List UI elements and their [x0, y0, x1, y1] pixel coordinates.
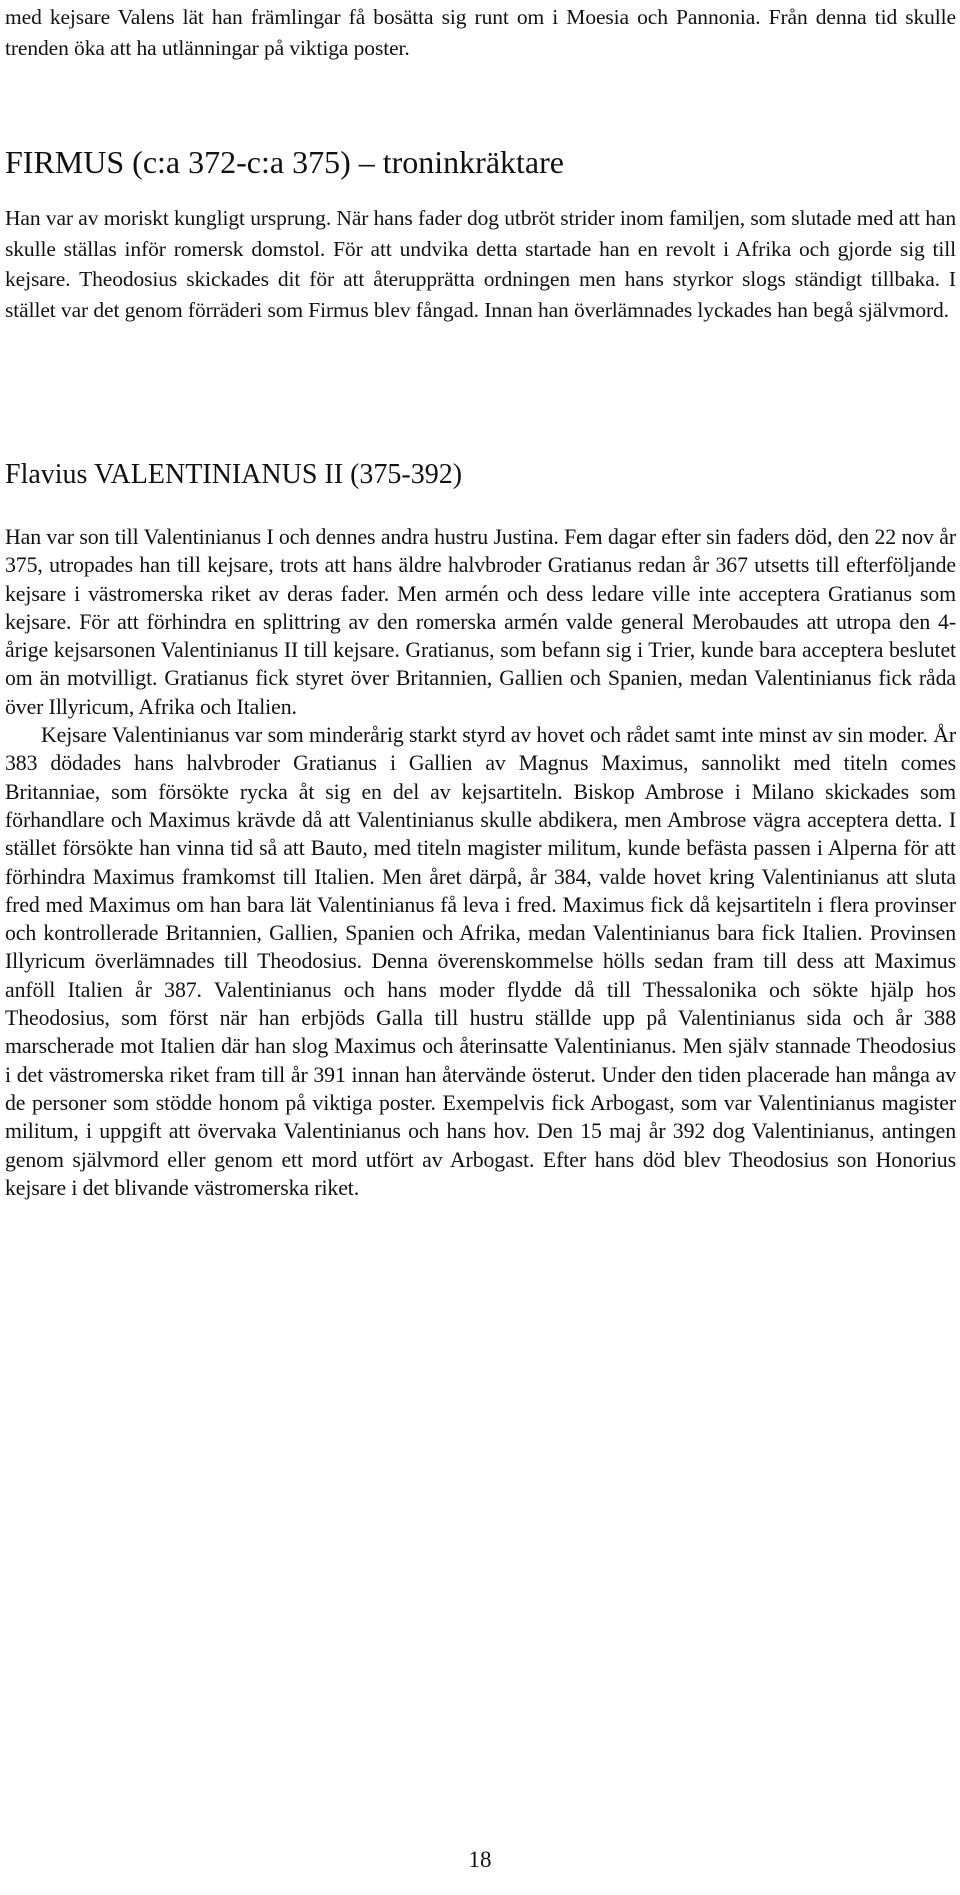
valentinian-heading: Flavius VALENTINIANUS II (375-392) — [5, 459, 463, 490]
valentinian-paragraph-1: Han var son till Valentinianus I och dennes andra hustru Justina. Fem dagar efter sin faders död, den 22 nov år 375, utropades han till kejsare, trots att hans äldre halvbroder Gratianus redan år 367 utsetts till efterföljande kejsare i västromerska riket av deras fader. Men armén och dess ledare ville inte acceptera Gratianus som kejsare. För att förhindra en splittring av den romerska armén valde general Merobaudes att utropa den 4-årige kejsarsonen Valentinianus II till kejsare. Gratianus, som befann sig i Trier, kunde bara acceptera beslutet om än motvilligt. Gratianus fick styret över Britannien, Gallien och Spanien, medan Valentinianus fick råda över Illyricum, Afrika och Italien. — [5, 525, 956, 719]
firmus-paragraph: Han var av moriskt kungligt ursprung. När hans fader dog utbröt strider inom familjen, som slutade med att han skulle ställas inför romersk domstol. För att undvika detta startade han en revolt i Afrika och gjorde sig till kejsare. Theodosius skickades dit för att återupprätta ordningen men hans styrkor slogs ständigt tillbaka. I stället var det genom förräderi som Firmus blev fångad. Innan han överlämnades lyckades han begå självmord. — [5, 206, 956, 322]
page-number: 18 — [468, 1847, 492, 1872]
valentinian-body — [5, 523, 956, 1202]
firmus-heading: FIRMUS (c:a 372-c:a 375) – troninkräktare — [5, 144, 564, 180]
intro-paragraph: med kejsare Valens lät han främlingar få bosätta sig runt om i Moesia och Pannonia. Från denna tid skulle trenden öka att ha utlänningar på viktiga poster. — [5, 5, 956, 60]
valentinian-paragraph-2: Kejsare Valentinianus var som minderårig starkt styrd av hovet och rådet samt inte minst av sin moder. År 383 dödades hans halvbroder Gratianus i Gallien av Magnus Maximus, sannolikt med titeln comes Britanniae, som försökte rycka åt sig en del av kejsartiteln. Biskop Ambrose i Milano skickades som förhandlare och Maximus krävde då att Valentinianus skulle abdikera, men Ambrose vägra acceptera detta. I stället försökte han vinna tid så att Bauto, med titeln magister militum, kunde befästa passen i Alperna för att förhindra Maximus framkomst till Italien. Men året därpå, år 384, valde hovet kring Valentinianus att sluta fred med Maximus om han bara lät Valentinianus få leva i fred. Maximus fick då kejsartiteln i flera provinser och kontrollerade Britannien, Gallien, Spanien och Afrika, medan Valentinianus bara fick Italien. Provinsen Illyricum överlämnades till Theodosius. Denna överenskommelse hölls sedan fram till dess att Maximus anföll Italien år 387. Valentinianus och hans moder flydde då till Thessalonika och sökte hjälp hos Theodosius, som först när han erbjöds Galla till hustru ställde upp på Valentinianus sida och år 388 marscherade mot Italien där han slog Maximus och återinsatte Valentinianus. Men själv stannade Theodosius i det västromerska riket fram till år 391 innan han återvände österut. Under den tiden placerade han många av de personer som stödde honom på viktiga poster. Exempelvis fick Arbogast, som var Valentinianus magister militum, i uppgift att övervaka Valentinianus och hans hov. Den 15 maj år 392 dog Valentinianus, antingen genom självmord eller genom ett mord utfört av Arbogast. Efter hans död blev Theodosius son Honorius kejsare i det blivande västromerska riket. — [5, 723, 956, 1200]
